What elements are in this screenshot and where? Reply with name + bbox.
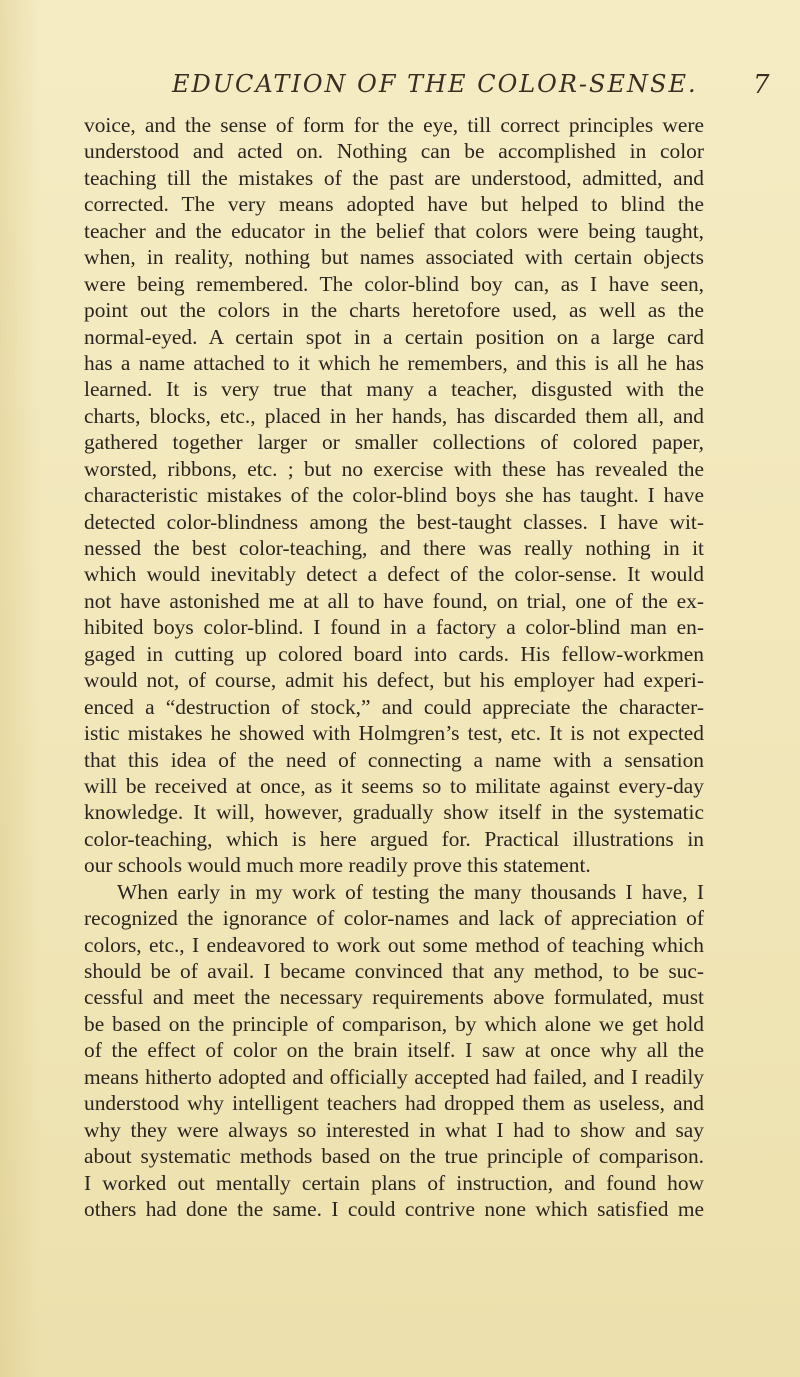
text-line: hibited boys color-blind. I found in a factory a color-blind man en-: [84, 615, 704, 640]
text-line: about systematic methods based on the true principle of comparison.: [84, 1144, 704, 1169]
text-line: teacher and the educator in the belief that colors were being taught,: [84, 218, 704, 243]
page-number: 7: [753, 70, 770, 100]
text-line: would not, of course, admit his defect, but his employer had experi-: [84, 668, 704, 693]
text-line: understood why intelligent teachers had dropped them as useless, and: [84, 1091, 704, 1116]
text-line: istic mistakes he showed with Holmgren’s test, etc. It is not expected: [84, 721, 704, 746]
text-line: point out the colors in the charts heretofore used, as well as the: [84, 298, 704, 323]
text-line: cessful and meet the necessary requirements above formulated, must: [84, 985, 704, 1010]
text-line: which would inevitably detect a defect of the color-sense. It would: [84, 562, 704, 587]
text-line: knowledge. It will, however, gradually show itself in the systematic: [84, 800, 704, 825]
text-line: be based on the principle of comparison, by which alone we get hold: [84, 1011, 704, 1036]
text-line: will be received at once, as it seems so to militate against every-day: [84, 773, 704, 798]
text-line: that this idea of the need of connecting a name with a sensation: [84, 747, 704, 772]
paragraph-end-line: our schools would much more readily prove this statement.: [84, 853, 591, 878]
text-line: learned. It is very true that many a teacher, disgusted with the: [84, 377, 704, 402]
text-line: why they were always so interested in what I had to show and say: [84, 1117, 704, 1142]
paragraph-start-line: When early in my work of testing the many thousands I have, I: [117, 879, 704, 904]
text-line: recognized the ignorance of color-names and lack of appreciation of: [84, 906, 704, 931]
text-line: enced a “destruction of stock,” and could appreciate the character-: [84, 694, 704, 719]
text-line: gaged in cutting up colored board into cards. His fellow-workmen: [84, 641, 704, 666]
text-line: were being remembered. The color-blind boy can, as I have seen,: [84, 271, 704, 296]
text-line: characteristic mistakes of the color-blind boys she has taught. I have: [84, 483, 704, 508]
page-header: [0, 70, 800, 110]
text-line: nessed the best color-teaching, and there was really nothing in it: [84, 536, 704, 560]
text-line: gathered together larger or smaller collections of colored paper,: [84, 430, 704, 455]
text-line: teaching till the mistakes of the past are understood, admitted, and: [84, 165, 704, 190]
text-line: voice, and the sense of form for the eye, till correct principles were: [84, 113, 704, 137]
text-line: means hitherto adopted and officially accepted had failed, and I readily: [84, 1064, 704, 1089]
body-text: [84, 112, 704, 1222]
running-title: EDUCATION OF THE COLOR-SENSE.: [172, 70, 698, 98]
text-line: others had done the same. I could contrive none which satisfied me: [84, 1196, 704, 1221]
text-line: detected color-blindness among the best-taught classes. I have wit-: [84, 509, 704, 534]
text-line: understood and acted on. Nothing can be accomplished in color: [84, 139, 704, 164]
text-line: color-teaching, which is here argued for. Practical illustrations in: [84, 826, 704, 851]
text-line: has a name attached to it which he remembers, and this is all he has: [84, 350, 704, 375]
text-line: not have astonished me at all to have found, on trial, one of the ex-: [84, 588, 704, 613]
text-line: charts, blocks, etc., placed in her hands, has discarded them all, and: [84, 403, 704, 428]
text-line: colors, etc., I endeavored to work out some method of teaching which: [84, 932, 704, 957]
text-line: when, in reality, nothing but names associated with certain objects: [84, 245, 704, 270]
text-line: normal-eyed. A certain spot in a certain position on a large card: [84, 324, 704, 349]
text-line: worsted, ribbons, etc. ; but no exercise with these has revealed the: [84, 456, 704, 481]
text-line: I worked out mentally certain plans of instruction, and found how: [84, 1170, 704, 1195]
text-line: of the effect of color on the brain itself. I saw at once why all the: [84, 1038, 704, 1063]
text-line: should be of avail. I became convinced that any method, to be suc-: [84, 959, 704, 983]
text-line: corrected. The very means adopted have but helped to blind the: [84, 192, 704, 217]
